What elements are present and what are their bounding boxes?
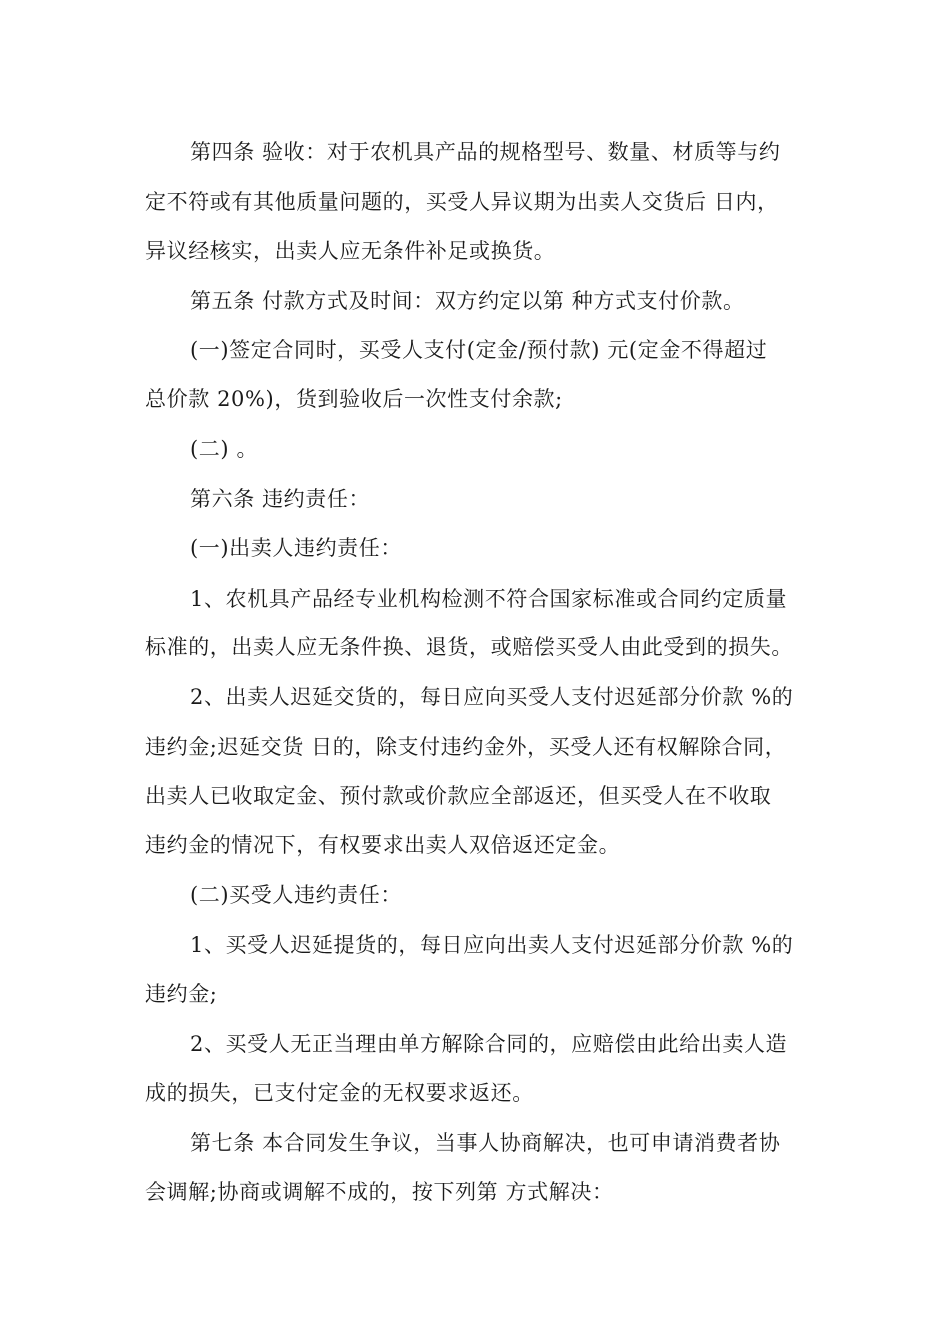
buyer-clause-1-line-1: 1、买受人迟延提货的，每日应向出卖人支付迟延部分价款 %的 (190, 933, 794, 957)
article-5-item-1-line-1: (一)签定合同时，买受人支付(定金/预付款) 元(定金不得超过 (190, 338, 768, 362)
article-6-heading: 第六条 违约责任： (190, 487, 371, 511)
seller-clause-2-line-3: 出卖人已收取定金、预付款或价款应全部返还，但买受人在不收取 (145, 784, 772, 808)
article-4-line-2: 定不符或有其他质量问题的，买受人异议期为出卖人交货后 日内， (145, 190, 779, 214)
seller-liability-heading: (一)出卖人违约责任： (190, 536, 402, 560)
buyer-clause-2-line-2: 成的损失，已支付定金的无权要求返还。 (145, 1081, 534, 1105)
seller-clause-2-line-2: 违约金;迟延交货 日的，除支付违约金外，买受人还有权解除合同， (145, 735, 787, 759)
seller-clause-1-line-1: 1、农机具产品经专业机构检测不符合国家标准或合同约定质量 (190, 587, 788, 611)
article-4-line-1: 第四条 验收：对于农机具产品的规格型号、数量、材质等与约 (190, 140, 781, 164)
article-4-line-3: 异议经核实，出卖人应无条件补足或换货。 (145, 239, 556, 263)
article-7-line-2: 会调解;协商或调解不成的，按下列第 方式解决： (145, 1180, 614, 1204)
buyer-clause-2-line-1: 2、买受人无正当理由单方解除合同的，应赔偿由此给出卖人造 (190, 1032, 788, 1056)
article-5-item-2: (二) 。 (190, 437, 259, 461)
article-7-line-1: 第七条 本合同发生争议，当事人协商解决，也可申请消费者协 (190, 1131, 781, 1155)
buyer-liability-heading: (二)买受人违约责任： (190, 883, 402, 907)
seller-clause-2-line-1: 2、出卖人迟延交货的，每日应向买受人支付迟延部分价款 %的 (190, 685, 794, 709)
article-5-item-1-line-2: 总价款 20%)，货到验收后一次性支付余款; (145, 387, 563, 411)
article-5-line-1: 第五条 付款方式及时间：双方约定以第 种方式支付价款。 (190, 289, 745, 313)
seller-clause-1-line-2: 标准的，出卖人应无条件换、退货，或赔偿买受人由此受到的损失。 (145, 635, 793, 659)
seller-clause-2-line-4: 违约金的情况下，有权要求出卖人双倍返还定金。 (145, 833, 621, 857)
buyer-clause-1-line-2: 违约金; (145, 982, 218, 1006)
